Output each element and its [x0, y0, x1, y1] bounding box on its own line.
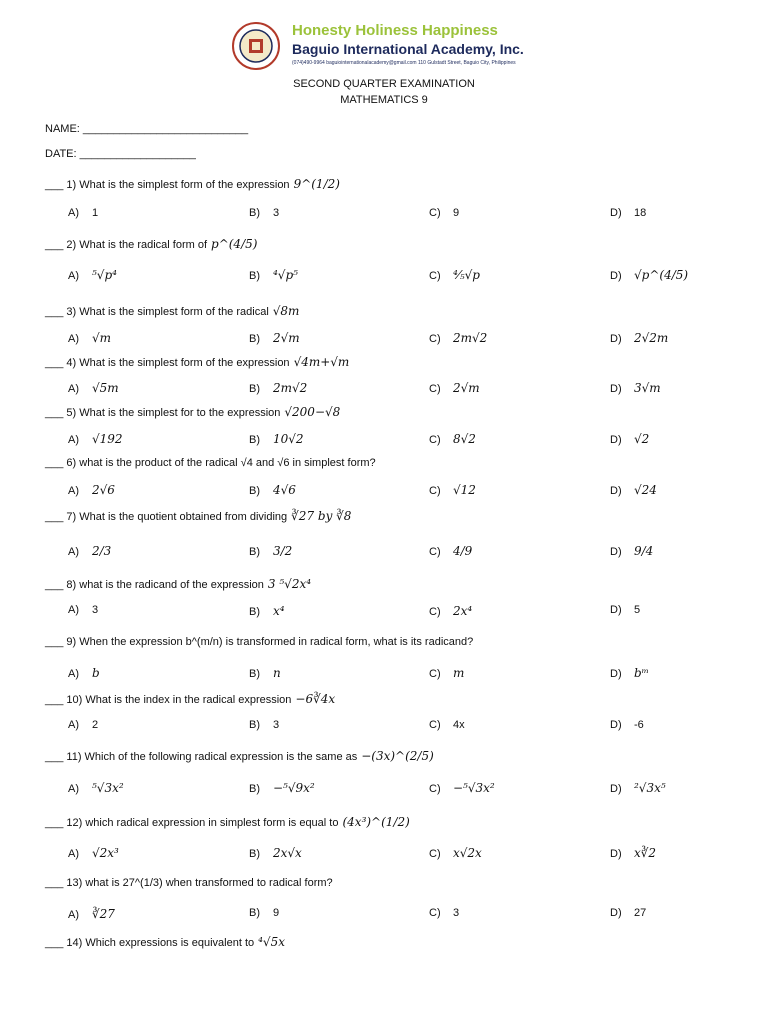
option-2-a[interactable]: [68, 268, 117, 282]
option-9-b[interactable]: [249, 666, 281, 680]
school-contact: (074)490-9964 baguiointernationalacademy@gmail.com 110 Gulstadt Street, Baguio City, Philippines: [292, 60, 516, 66]
option-value: 4x: [453, 719, 465, 731]
question-expression: (4x³)^(1/2): [342, 815, 410, 829]
option-9-d[interactable]: [610, 666, 649, 680]
option-2-d[interactable]: [610, 268, 688, 282]
option-7-b[interactable]: [249, 544, 292, 558]
option-12-b[interactable]: [249, 846, 302, 860]
option-letter: B): [249, 719, 260, 731]
option-value: 9: [273, 907, 280, 919]
option-letter: B): [249, 606, 260, 618]
school-name: Baguio International Academy, Inc.: [292, 41, 524, 57]
option-4-c[interactable]: [429, 381, 480, 395]
option-value: 10√2: [273, 432, 304, 446]
option-5-a[interactable]: [68, 432, 123, 446]
option-10-a[interactable]: [68, 719, 98, 731]
option-3-b[interactable]: [249, 331, 300, 345]
option-value: 3/2: [273, 544, 293, 558]
option-letter: C): [429, 719, 441, 731]
question-expression: −6∛4x: [295, 692, 336, 706]
option-value: 2: [92, 719, 99, 731]
question-expression: 3 ⁵√2x⁴: [267, 577, 312, 591]
option-value: 5: [634, 604, 641, 616]
option-value: x∛2: [634, 846, 657, 860]
option-letter: B): [249, 783, 260, 795]
option-value: ⁵√p⁴: [92, 268, 117, 282]
option-12-d[interactable]: [610, 846, 656, 860]
exam-title: SECOND QUARTER EXAMINATION: [293, 78, 475, 90]
option-letter: A): [68, 668, 79, 680]
option-letter: C): [429, 207, 441, 219]
option-letter: B): [249, 546, 260, 558]
question-1: [45, 177, 340, 191]
option-value: √p^(4/5): [634, 268, 689, 282]
option-letter: B): [249, 848, 260, 860]
option-1-d[interactable]: [610, 207, 646, 219]
option-value: x⁴: [273, 604, 285, 618]
option-value: 27: [634, 907, 647, 919]
option-letter: B): [249, 207, 260, 219]
option-letter: A): [68, 270, 79, 282]
option-value: bᵐ: [634, 666, 650, 680]
option-letter: D): [610, 783, 622, 795]
option-letter: D): [610, 668, 622, 680]
option-value: 2m√2: [453, 331, 488, 345]
question-expression: 9^(1/2): [293, 177, 340, 191]
question-prompt: ___ 2) What is the radical form of: [45, 239, 208, 251]
question-8: [45, 577, 311, 591]
option-value: ∛27: [92, 907, 115, 921]
question-expression: ∛27 by ∛8: [291, 509, 352, 523]
school-motto: Honesty Holiness Happiness: [292, 22, 498, 39]
question-7: [45, 509, 351, 523]
option-value: ⁴√p⁵: [273, 268, 298, 282]
option-value: 8√2: [453, 432, 476, 446]
option-13-b[interactable]: [249, 907, 279, 919]
option-1-a[interactable]: [68, 207, 98, 219]
question-expression: √200−√8: [284, 405, 341, 419]
option-value: √12: [453, 483, 476, 497]
question-10: [45, 692, 335, 706]
option-13-a[interactable]: [68, 907, 115, 921]
option-8-c[interactable]: [429, 604, 472, 618]
option-letter: A): [68, 383, 79, 395]
option-value: 2x⁴: [453, 604, 473, 618]
option-letter: A): [68, 207, 79, 219]
option-8-d[interactable]: [610, 604, 640, 616]
option-value: 3: [273, 207, 280, 219]
option-value: ⁵√3x²: [92, 781, 124, 795]
question-2: [45, 237, 257, 251]
question-prompt: ___ 13) what is 27^(1/3) when transformed to radical form?: [45, 877, 333, 889]
option-value: 2√2m: [634, 331, 669, 345]
question-prompt: ___ 7) What is the quotient obtained from dividing: [45, 511, 288, 523]
question-prompt: ___ 11) Which of the following radical expression is the same as: [45, 751, 358, 763]
option-letter: D): [610, 604, 622, 616]
option-9-a[interactable]: [68, 666, 100, 680]
question-5: [45, 405, 340, 419]
option-value: √24: [634, 483, 657, 497]
option-8-a[interactable]: [68, 604, 98, 616]
option-letter: D): [610, 848, 622, 860]
option-letter: C): [429, 783, 441, 795]
question-expression: √4m+√m: [293, 355, 350, 369]
option-letter: B): [249, 333, 260, 345]
option-3-d[interactable]: [610, 331, 668, 345]
option-letter: B): [249, 383, 260, 395]
date-field[interactable]: DATE: ___________________: [45, 148, 196, 160]
option-letter: A): [68, 434, 79, 446]
option-4-d[interactable]: [610, 381, 661, 395]
option-11-d[interactable]: [610, 781, 666, 795]
option-value: 2√m: [453, 381, 480, 395]
school-seal-logo: [232, 22, 280, 70]
option-4-a[interactable]: [68, 381, 119, 395]
question-prompt: ___ 10) What is the index in the radical expression: [45, 694, 292, 706]
option-2-c[interactable]: [429, 268, 480, 282]
question-expression: p^(4/5): [211, 237, 258, 251]
question-12: [45, 815, 410, 829]
option-value: 2√6: [92, 483, 115, 497]
option-5-c[interactable]: [429, 432, 476, 446]
option-10-c[interactable]: [429, 719, 465, 731]
option-value: x√2x: [453, 846, 482, 860]
question-3: [45, 304, 299, 318]
option-letter: D): [610, 207, 622, 219]
option-letter: D): [610, 546, 622, 558]
option-letter: C): [429, 907, 441, 919]
option-letter: C): [429, 546, 441, 558]
option-11-c[interactable]: [429, 781, 495, 795]
option-letter: D): [610, 719, 622, 731]
option-letter: A): [68, 485, 79, 497]
option-letter: C): [429, 668, 441, 680]
question-14: [45, 935, 285, 949]
question-6: [45, 457, 376, 469]
question-prompt: ___ 5) What is the simplest for to the expression: [45, 407, 281, 419]
question-11: [45, 749, 434, 763]
question-prompt: ___ 9) When the expression b^(m/n) is transformed in radical form, what is its radicand?: [45, 636, 474, 648]
question-9: [45, 636, 473, 648]
option-value: 4/9: [453, 544, 473, 558]
option-3-a[interactable]: [68, 331, 111, 345]
option-11-a[interactable]: [68, 781, 124, 795]
option-value: √m: [92, 331, 112, 345]
option-5-d[interactable]: [610, 432, 649, 446]
option-4-b[interactable]: [249, 381, 307, 395]
option-value: b: [92, 666, 100, 680]
option-value: √2: [634, 432, 650, 446]
option-2-b[interactable]: [249, 268, 298, 282]
option-value: 2/3: [92, 544, 112, 558]
question-prompt: ___ 14) Which expressions is equivalent to: [45, 937, 255, 949]
option-letter: C): [429, 485, 441, 497]
option-letter: B): [249, 434, 260, 446]
option-6-d[interactable]: [610, 483, 657, 497]
option-value: 2x√x: [273, 846, 302, 860]
option-value: 3: [273, 719, 280, 731]
option-5-b[interactable]: [249, 432, 304, 446]
option-letter: A): [68, 783, 79, 795]
question-prompt: ___ 12) which radical expression in simplest form is equal to: [45, 817, 339, 829]
name-field[interactable]: NAME: ___________________________: [45, 123, 249, 135]
option-letter: C): [429, 606, 441, 618]
option-value: √5m: [92, 381, 119, 395]
option-letter: A): [68, 719, 79, 731]
option-letter: B): [249, 270, 260, 282]
option-value: 2m√2: [273, 381, 308, 395]
option-value: −⁵√3x²: [453, 781, 495, 795]
option-value: 1: [92, 207, 99, 219]
option-9-c[interactable]: [429, 666, 464, 680]
option-letter: A): [68, 546, 79, 558]
option-value: 3: [453, 907, 460, 919]
option-value: √192: [92, 432, 123, 446]
question-prompt: ___ 3) What is the simplest form of the radical: [45, 306, 269, 318]
option-letter: B): [249, 907, 260, 919]
option-6-a[interactable]: [68, 483, 115, 497]
option-13-c[interactable]: [429, 907, 459, 919]
option-12-c[interactable]: [429, 846, 482, 860]
option-value: 4√6: [273, 483, 296, 497]
option-letter: A): [68, 333, 79, 345]
option-value: ²√3x⁵: [634, 781, 666, 795]
option-letter: C): [429, 333, 441, 345]
option-value: −⁵√9x²: [273, 781, 315, 795]
option-7-c[interactable]: [429, 544, 472, 558]
option-value: √2x³: [92, 846, 119, 860]
option-letter: C): [429, 270, 441, 282]
option-letter: D): [610, 270, 622, 282]
question-prompt: ___ 8) what is the radicand of the expression: [45, 579, 264, 591]
option-7-a[interactable]: [68, 544, 111, 558]
option-6-c[interactable]: [429, 483, 476, 497]
question-expression: ⁴√5x: [258, 935, 285, 949]
option-value: 9: [453, 207, 460, 219]
option-value: n: [273, 666, 281, 680]
option-value: 9/4: [634, 544, 654, 558]
option-value: 18: [634, 207, 647, 219]
option-7-d[interactable]: [610, 544, 653, 558]
option-letter: D): [610, 333, 622, 345]
option-letter: D): [610, 434, 622, 446]
question-prompt: ___ 1) What is the simplest form of the expression: [45, 179, 290, 191]
option-letter: B): [249, 485, 260, 497]
option-letter: B): [249, 668, 260, 680]
option-3-c[interactable]: [429, 331, 487, 345]
option-letter: D): [610, 907, 622, 919]
option-value: 2√m: [273, 331, 300, 345]
option-letter: C): [429, 383, 441, 395]
option-10-b[interactable]: [249, 719, 279, 731]
exam-subject: MATHEMATICS 9: [340, 94, 428, 106]
question-4: [45, 355, 349, 369]
option-value: 3√m: [634, 381, 661, 395]
question-prompt: ___ 4) What is the simplest form of the expression: [45, 357, 290, 369]
option-value: m: [453, 666, 465, 680]
question-expression: √8m: [272, 304, 300, 318]
question-prompt: ___ 6) what is the product of the radical √4 and √6 in simplest form?: [45, 457, 376, 469]
option-12-a[interactable]: [68, 846, 119, 860]
option-1-c[interactable]: [429, 207, 459, 219]
option-6-b[interactable]: [249, 483, 296, 497]
option-value: 3: [92, 604, 99, 616]
option-letter: A): [68, 604, 79, 616]
option-value: ⁴⁄₅√p: [453, 268, 480, 282]
option-letter: C): [429, 848, 441, 860]
option-letter: A): [68, 909, 79, 921]
question-13: [45, 877, 333, 889]
option-letter: A): [68, 848, 79, 860]
option-13-d[interactable]: [610, 907, 646, 919]
option-letter: D): [610, 485, 622, 497]
option-1-b[interactable]: [249, 207, 279, 219]
option-letter: D): [610, 383, 622, 395]
question-expression: −(3x)^(2/5): [361, 749, 434, 763]
option-10-d[interactable]: [610, 719, 644, 731]
option-letter: C): [429, 434, 441, 446]
option-value: -6: [634, 719, 644, 731]
option-11-b[interactable]: [249, 781, 315, 795]
option-8-b[interactable]: [249, 604, 285, 618]
school-header: [230, 20, 540, 72]
